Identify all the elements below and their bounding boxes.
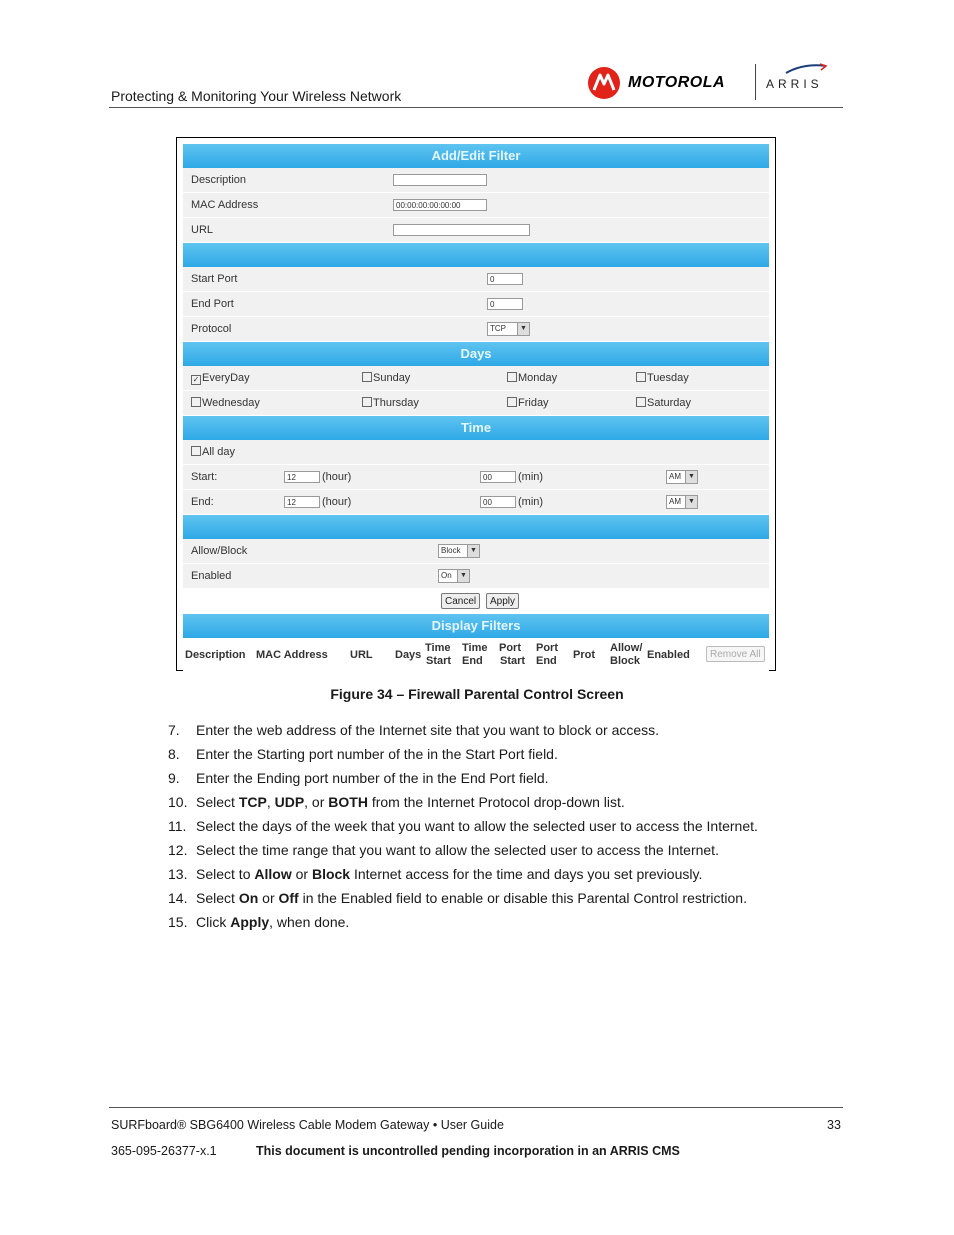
step-text [196, 890, 747, 906]
step-text: Enter the web address of the Internet site that you want to block or access. [196, 722, 660, 738]
end-ampm-select[interactable] [666, 495, 698, 509]
days-row-2 [183, 391, 769, 416]
checkbox-icon [191, 397, 201, 407]
monday-checkbox[interactable] [507, 372, 557, 384]
step-text [196, 866, 702, 882]
end-hour-input[interactable]: 12 [284, 496, 320, 508]
col-url: URL [350, 649, 373, 661]
checkbox-icon [362, 397, 372, 407]
description-input[interactable] [393, 174, 487, 186]
friday-label: Friday [518, 397, 549, 409]
start-time-label: Start: [191, 471, 218, 483]
tuesday-checkbox[interactable] [636, 372, 689, 384]
logo-divider [755, 64, 756, 100]
start-min-unit: (min) [518, 471, 544, 483]
col-enabled: Enabled [647, 649, 690, 661]
wednesday-label: Wednesday [202, 397, 260, 409]
start-port-row [183, 267, 769, 292]
buttons-row [183, 589, 769, 614]
col-allow-2: Block [610, 655, 640, 667]
checkbox-icon [636, 397, 646, 407]
all-day-row [183, 440, 769, 465]
col-time-end-2: End [462, 655, 483, 667]
action-section-bar [183, 515, 769, 539]
start-port-input[interactable]: 0 [487, 273, 523, 285]
step-text-part: Select to [196, 866, 255, 882]
step-text-part: Click [196, 914, 231, 930]
chevron-down-icon: ▼ [685, 471, 697, 483]
step-text-part: or [258, 890, 279, 906]
step-bold: TCP [238, 794, 267, 810]
step-text [196, 914, 349, 930]
end-port-label: End Port [191, 298, 234, 310]
motorola-logo-icon [588, 67, 620, 99]
col-time-end-1: Time [462, 642, 488, 654]
friday-checkbox[interactable] [507, 397, 549, 409]
step-text: Enter the Starting port number of the in the Start Port field. [196, 746, 558, 762]
cancel-button[interactable]: Cancel [441, 593, 480, 609]
end-min-unit: (min) [518, 496, 544, 508]
step-text-part: Select [196, 890, 239, 906]
chevron-down-icon: ▼ [467, 545, 479, 557]
start-hour-input[interactable]: 12 [284, 471, 320, 483]
add-edit-filter-bar: Add/Edit Filter [183, 144, 769, 168]
start-min-input[interactable]: 00 [480, 471, 516, 483]
add-edit-filter-panel [183, 144, 769, 672]
step-text-part: , when done. [269, 914, 350, 930]
start-time-row [183, 465, 769, 490]
checkbox-icon [362, 372, 372, 382]
sunday-checkbox[interactable] [362, 372, 410, 384]
protocol-value: TCP [490, 324, 506, 333]
apply-button[interactable]: Apply [486, 593, 519, 609]
enabled-value: On [441, 571, 452, 580]
step-text-part: from the Internet Protocol drop-down list. [367, 794, 625, 810]
step-bold: BOTH [328, 794, 368, 810]
monday-label: Monday [518, 372, 558, 384]
col-description: Description [185, 649, 246, 661]
protocol-row [183, 317, 769, 342]
port-section-bar [183, 243, 769, 267]
start-hour-unit: (hour) [322, 471, 352, 483]
col-days: Days [395, 649, 422, 661]
url-label: URL [191, 224, 214, 236]
col-port-start-1: Port [499, 642, 521, 654]
allow-block-label: Allow/Block [191, 545, 248, 557]
step-text-part: Internet access for the time and days you set previously. [350, 866, 703, 882]
checked-icon: ✓ [192, 375, 200, 384]
display-filters-header [183, 638, 769, 672]
col-port-start-2: Start [500, 655, 526, 667]
time-bar: Time [183, 416, 769, 440]
step-text-part: , or [304, 794, 329, 810]
step-number: 13. [168, 866, 188, 882]
protocol-select[interactable] [487, 322, 530, 336]
all-day-checkbox[interactable] [191, 446, 235, 458]
end-hour-unit: (hour) [322, 496, 352, 508]
end-port-input[interactable]: 0 [487, 298, 523, 310]
step-text: Enter the Ending port number of the in the End Port field. [196, 770, 549, 786]
step-bold: Allow [254, 866, 292, 882]
thursday-label: Thursday [373, 397, 419, 409]
page-number: 33 [827, 1118, 841, 1132]
start-ampm-select[interactable] [666, 470, 698, 484]
col-time-start-2: Start [426, 655, 452, 667]
step-text-part: Select [196, 794, 239, 810]
checkbox-icon [507, 397, 517, 407]
col-port-end-2: End [536, 655, 557, 667]
footer-notice: This document is uncontrolled pending incorporation in an ARRIS CMS [256, 1144, 680, 1158]
motorola-wordmark: MOTOROLA [628, 74, 726, 91]
arris-wordmark: ARRIS [766, 77, 823, 91]
step-number: 11. [168, 818, 187, 834]
checkbox-icon [191, 446, 201, 456]
arris-swoosh-icon [784, 63, 828, 75]
allow-block-row [183, 539, 769, 564]
end-port-row [183, 292, 769, 317]
thursday-checkbox[interactable] [362, 397, 419, 409]
checkbox-icon [636, 372, 646, 382]
footer-product: SURFboard® SBG6400 Wireless Cable Modem Gateway • User Guide [111, 1118, 504, 1132]
end-time-label: End: [191, 496, 214, 508]
step-number: 9. [168, 770, 180, 786]
step-number: 12. [168, 842, 188, 858]
url-row [183, 218, 769, 243]
step-text-part: or [291, 866, 312, 882]
display-filters-bar: Display Filters [183, 614, 769, 638]
enabled-label: Enabled [191, 570, 232, 582]
description-label: Description [191, 174, 247, 186]
col-allow-1: Allow/ [610, 642, 643, 654]
mac-input[interactable]: 00:00:00:00:00:00 [393, 199, 487, 211]
mac-row [183, 193, 769, 218]
step-number: 10. [168, 794, 188, 810]
step-bold: Apply [230, 914, 270, 930]
step-number: 15. [168, 914, 188, 930]
end-time-row [183, 490, 769, 515]
mac-label: MAC Address [191, 199, 259, 211]
enabled-row [183, 564, 769, 589]
checkbox-icon [507, 372, 517, 382]
sunday-label: Sunday [373, 372, 411, 384]
step-text: Select the days of the week that you want to allow the selected user to access the Internet. [196, 818, 758, 834]
days-bar: Days [183, 342, 769, 366]
step-number: 7. [168, 722, 180, 738]
saturday-checkbox[interactable] [636, 397, 691, 409]
chevron-down-icon: ▼ [517, 323, 529, 335]
footer-rule [109, 1107, 843, 1108]
col-time-start-1: Time [425, 642, 451, 654]
all-day-label: All day [202, 446, 236, 458]
figure-screenshot [176, 137, 776, 671]
figure-caption: Figure 34 – Firewall Parental Control Screen [330, 686, 624, 702]
col-port-end-1: Port [536, 642, 558, 654]
footer-doc-number: 365-095-26377-x.1 [111, 1144, 217, 1158]
days-row-1 [183, 366, 769, 391]
allow-block-value: Block [441, 546, 461, 555]
col-prot: Prot [573, 649, 595, 661]
step-bold: Block [311, 866, 351, 882]
remove-all-button[interactable]: Remove All [706, 646, 765, 662]
end-ampm-value: AM [669, 497, 681, 506]
url-input[interactable] [393, 224, 530, 236]
protocol-label: Protocol [191, 323, 232, 335]
allow-block-select[interactable] [438, 544, 480, 558]
start-port-label: Start Port [191, 273, 238, 285]
header-rule [109, 107, 843, 108]
start-ampm-value: AM [669, 472, 681, 481]
saturday-label: Saturday [647, 397, 692, 409]
everyday-label: EveryDay [202, 372, 250, 384]
step-number: 8. [168, 746, 180, 762]
step-text-part: , [266, 794, 275, 810]
step-bold: On [238, 890, 259, 906]
step-bold: UDP [274, 794, 305, 810]
tuesday-label: Tuesday [647, 372, 689, 384]
chevron-down-icon: ▼ [685, 496, 697, 508]
step-text [196, 794, 625, 810]
chevron-down-icon: ▼ [457, 570, 469, 582]
section-title: Protecting & Monitoring Your Wireless Network [111, 88, 402, 104]
step-bold: Off [278, 890, 299, 906]
description-row [183, 168, 769, 193]
everyday-checkbox[interactable] [191, 372, 250, 385]
wednesday-checkbox[interactable] [191, 397, 260, 409]
step-number: 14. [168, 890, 188, 906]
step-text: Select the time range that you want to allow the selected user to access the Internet. [196, 842, 719, 858]
col-mac: MAC Address [256, 649, 328, 661]
step-text-part: in the Enabled field to enable or disable this Parental Control restriction. [298, 890, 747, 906]
end-min-input[interactable]: 00 [480, 496, 516, 508]
enabled-select[interactable] [438, 569, 470, 583]
